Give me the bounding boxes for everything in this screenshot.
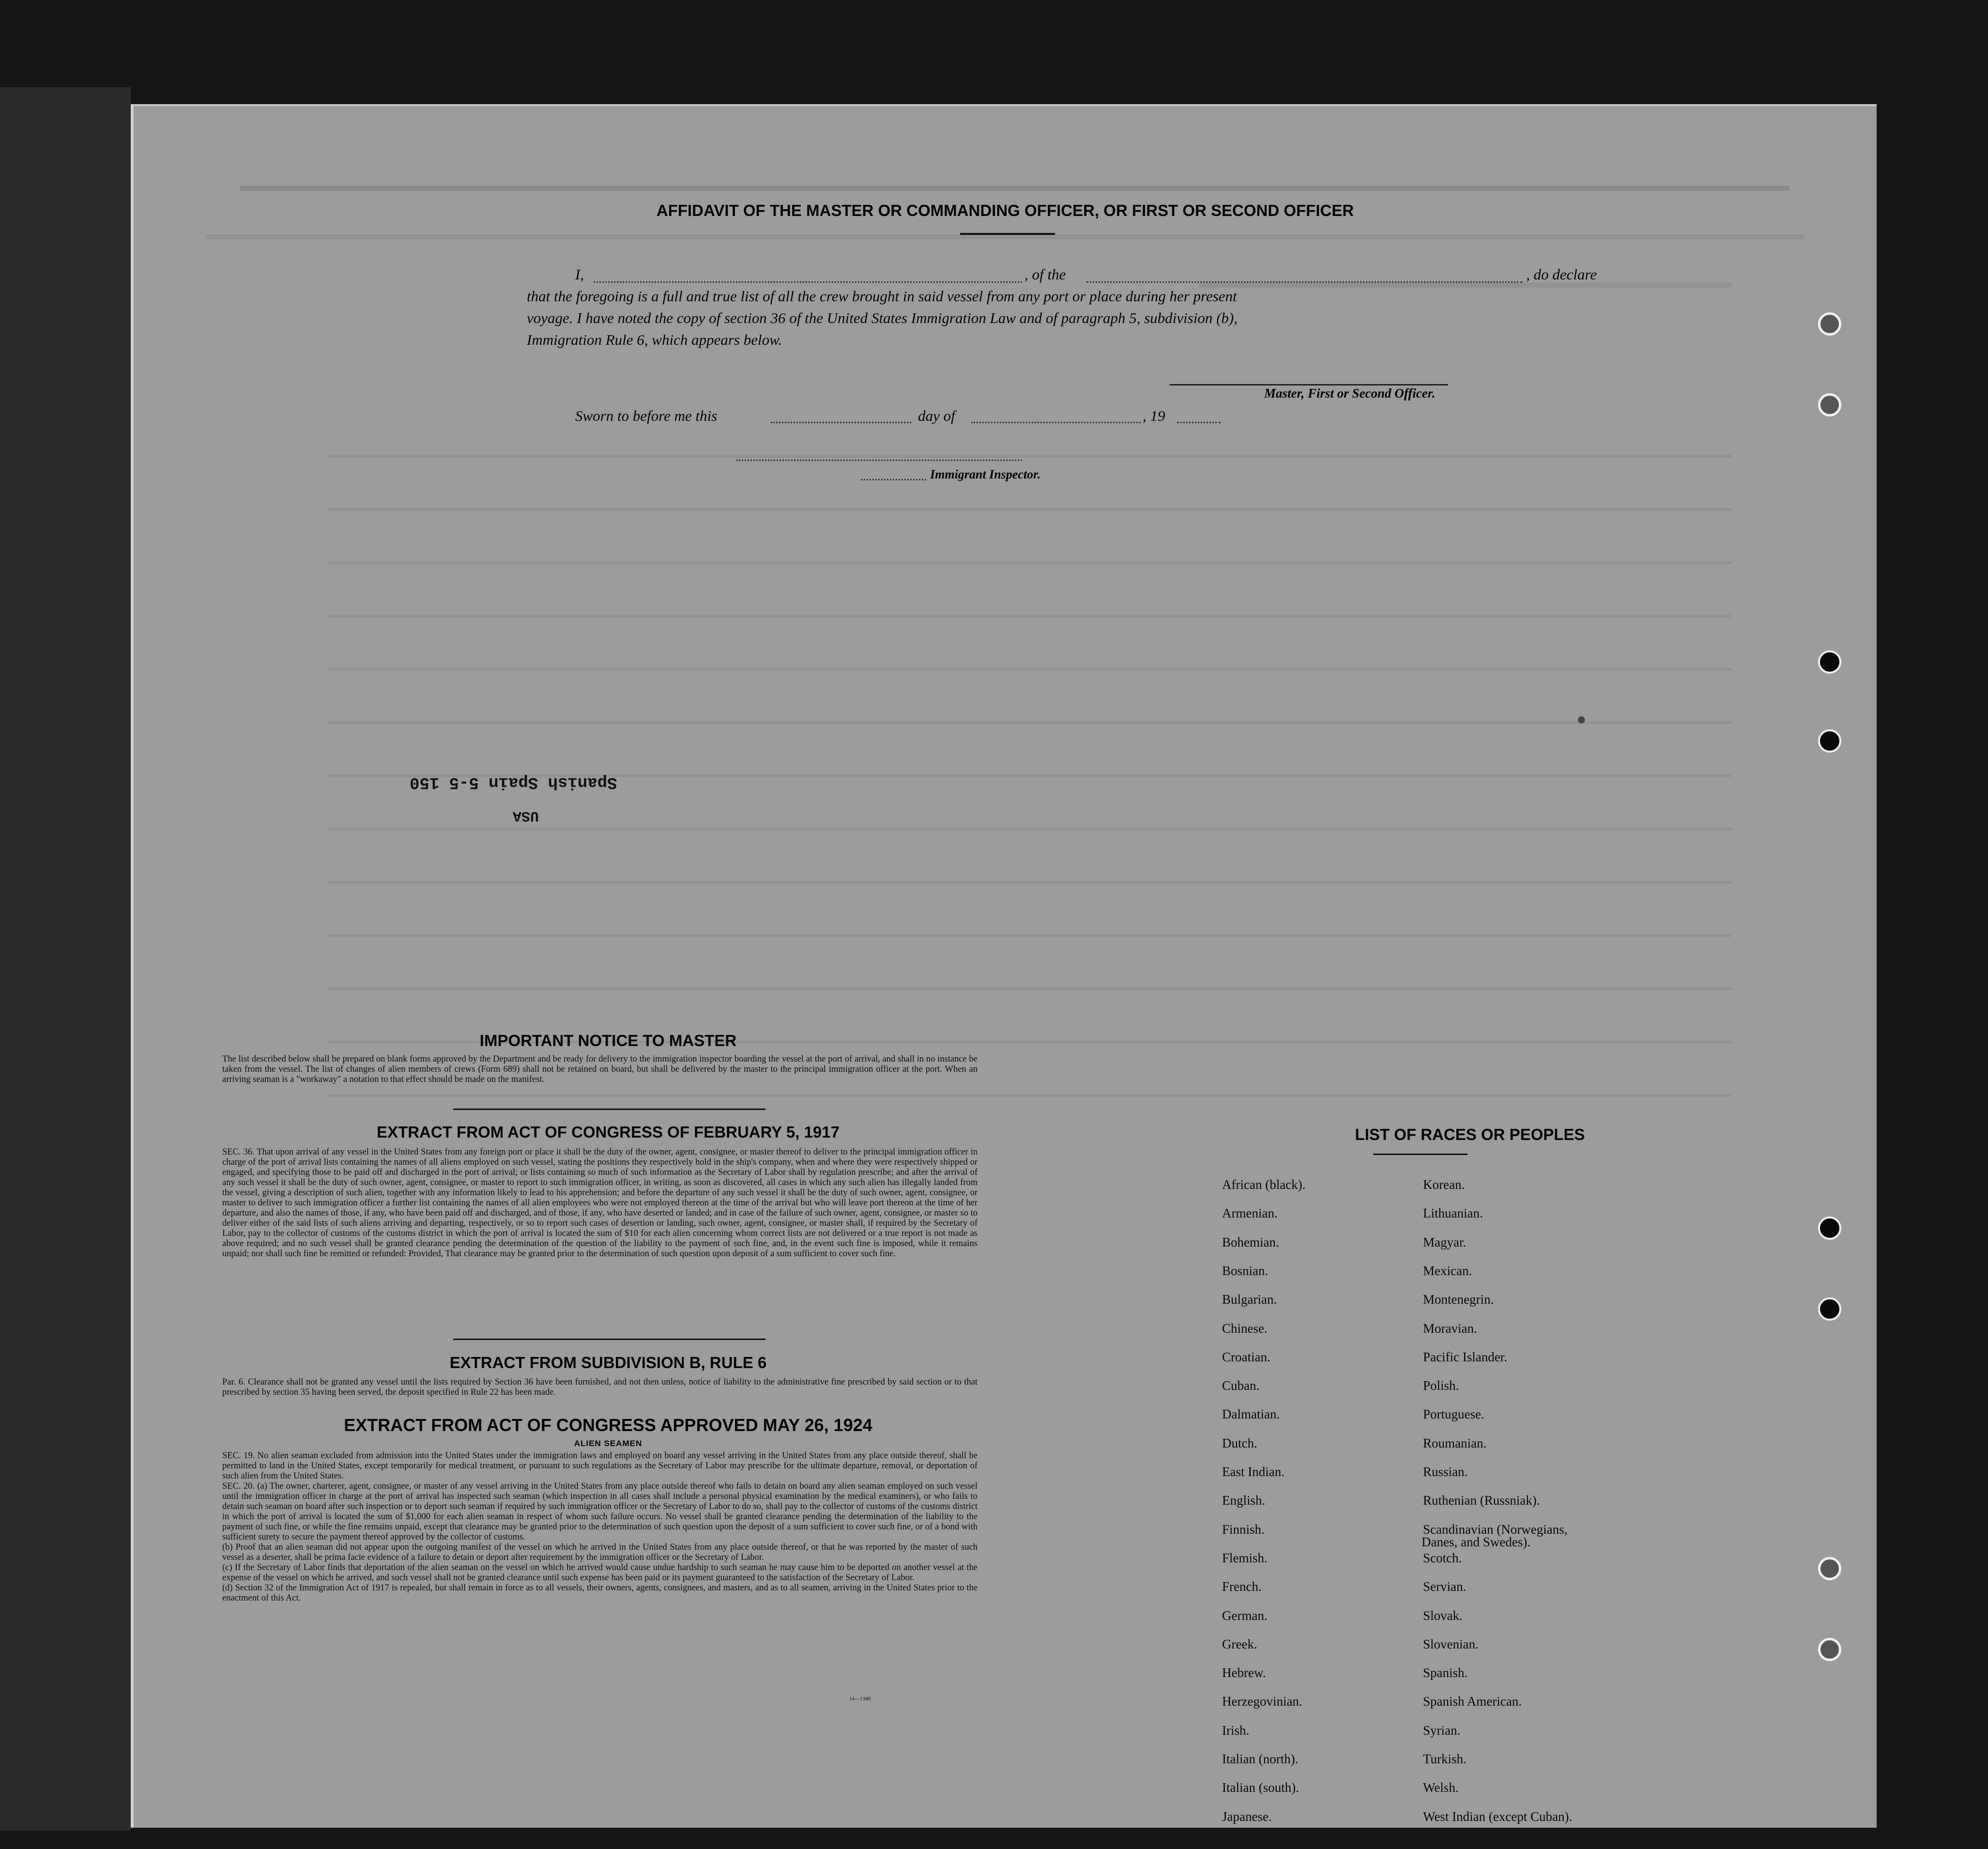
binder-hole [1818, 1297, 1841, 1321]
race-item: Montenegrin. [1423, 1292, 1494, 1307]
race-item: Roumanian. [1423, 1435, 1487, 1450]
upside-down-stamp-line-2: USA [513, 807, 539, 824]
affidavit-line-1: that the foregoing is a full and true list of all the crew brought in said vessel from any port or place during her present [527, 288, 1237, 305]
races-title: LIST OF RACES OR PEOPLES [1355, 1125, 1585, 1143]
race-item: Chinese. [1222, 1321, 1268, 1336]
affidavit-title: AFFIDAVIT OF THE MASTER OR COMMANDING OFFICER, OR FIRST OR SECOND OFFICER [656, 201, 1354, 219]
race-item: Bosnian. [1222, 1263, 1269, 1278]
race-item: German. [1222, 1608, 1268, 1623]
affidavit-i: I, [575, 266, 584, 283]
extract-rule6-body: Par. 6. Clearance shall not be granted any vessel until the lists required by Section 36 have been furnished, and not then unless, notice of liability to the administrative fine prescribed by said section or to that prescribed by section 35 having been served, the deposit specified in Rule 22 has been made. [222, 1377, 978, 1397]
race-item: Danes, and Swedes). [1422, 1535, 1530, 1550]
affidavit-line-2: voyage. I have noted the copy of section 36 of the United States Immigration Law and of paragraph 5, subdivision (b), [527, 309, 1238, 326]
affidavit-of-the: , of the [1025, 266, 1066, 283]
sworn-month-blank [971, 422, 1141, 423]
extract-1924-sec20b: (b) Proof that an alien seaman did not appear upon the outgoing manifest of the vessel on which he arrived in the United States from any place outside thereof, or that he was reported by the master of such vessel as a deserter, shall be prima facie evidence of a failure to detain or deport after requirement by the immigration officer or the Secretary of Labor. [222, 1542, 978, 1562]
race-item: Korean. [1423, 1177, 1465, 1192]
race-item: Flemish. [1222, 1550, 1268, 1565]
binder-hole [1818, 312, 1841, 336]
race-item: English. [1222, 1493, 1266, 1508]
year-label: , 19 [1143, 407, 1165, 424]
master-signature-label: Master, First or Second Officer. [1264, 386, 1436, 401]
race-item: Greek. [1222, 1636, 1257, 1651]
sworn-day-blank [771, 422, 911, 423]
race-item: Dalmatian. [1222, 1407, 1280, 1422]
extract-rule6-title: EXTRACT FROM SUBDIVISION B, RULE 6 [449, 1354, 767, 1371]
race-item: Japanese. [1222, 1809, 1272, 1824]
bleed-through-line [327, 668, 1731, 671]
race-item: Servian. [1423, 1579, 1467, 1594]
notice-title: IMPORTANT NOTICE TO MASTER [479, 1032, 737, 1049]
sworn-year-blank [1177, 422, 1221, 423]
bleed-through-line [327, 881, 1731, 884]
bleed-through-line [327, 561, 1731, 564]
affidavit-do-declare: , do declare [1526, 266, 1597, 283]
extract-1924-sec19: SEC. 19. No alien seaman excluded from admission into the United States under the immigration laws and employed on board any vessel arriving in the United States from any place outside thereof, shall be permitted to land in the United States, except temporarily for medical treatment, or pursuant to such regulations as the Secretary of Labor may prescribe for the ultimate departure, removal, or deportation of such alien from the United States. [222, 1451, 978, 1481]
extract-1924-title: EXTRACT FROM ACT OF CONGRESS APPROVED MAY 26, 1924 [344, 1415, 872, 1435]
race-item: Slovak. [1423, 1608, 1463, 1623]
race-item: Mexican. [1423, 1263, 1472, 1278]
race-item: Polish. [1423, 1378, 1459, 1393]
race-item: Spanish. [1423, 1665, 1468, 1680]
race-item: Irish. [1222, 1723, 1250, 1738]
race-item: Cuban. [1222, 1378, 1260, 1393]
day-of-label: day of [918, 407, 955, 424]
binder-hole [1818, 1638, 1841, 1661]
title-rule [960, 233, 1055, 235]
extract-1924-sec20a: SEC. 20. (a) The owner, charterer, agent, consignee, or master of any vessel arriving in the United States from any place outside thereof who fails to detain on board any alien seaman employed on such vessel until the immigration officer in charge at the port of arrival has inspected such seaman (which inspection in all cases shall include a personal physical examination by the medical examiners), or who fails to detain such seaman on board after such inspection or to deport such seaman if required by such immigration officer or the Secretary of Labor to do so, shall pay to the collector of customs of the customs district in which the port of arrival is located the sum of $1,000 for each alien seaman in respect of whom such failure occurs. No vessel shall be granted clearance pending the determination of the liability to the payment of such fine, or while the fine remains unpaid, except that clearance may be granted prior to the determination of such question upon the deposit of a sum sufficient to cover such fine, or of a bond with sufficient surety to secure the payment thereof approved by the collector of customs. [222, 1481, 978, 1542]
binder-hole [1818, 393, 1841, 416]
race-item: Croatian. [1222, 1349, 1270, 1364]
bleed-through-line [327, 455, 1731, 458]
race-item: Lithuanian. [1423, 1206, 1483, 1221]
binder-hole [1818, 650, 1841, 674]
races-title-rule [1373, 1154, 1468, 1155]
race-item: Syrian. [1423, 1723, 1461, 1738]
race-item: Bulgarian. [1222, 1292, 1277, 1307]
race-item: Pacific Islander. [1423, 1349, 1507, 1364]
race-item: Turkish. [1423, 1752, 1467, 1766]
bleed-through-line [240, 186, 1789, 191]
race-item: Scandinavian (Norwegians, [1423, 1522, 1568, 1537]
upside-down-stamp-line-1: Spanish Spain 5-5 150 [410, 773, 617, 791]
race-item: African (black). [1222, 1177, 1306, 1192]
race-item: Dutch. [1222, 1435, 1257, 1450]
affidavit-line-3: Immigration Rule 6, which appears below. [527, 331, 782, 348]
section-rule [453, 1109, 765, 1110]
race-item: Magyar. [1423, 1234, 1467, 1249]
race-item: Welsh. [1423, 1780, 1459, 1795]
form-number: 14—1340 [849, 1696, 871, 1702]
bleed-through-line [1199, 283, 1731, 288]
race-item: Finnish. [1222, 1522, 1265, 1537]
race-item: Italian (south). [1222, 1780, 1299, 1795]
race-item: Russian. [1423, 1464, 1468, 1479]
inspector-label: Immigrant Inspector. [930, 467, 1041, 481]
vessel-blank-line [1086, 281, 1522, 283]
notice-body: The list described below shall be prepared on blank forms approved by the Department and be ready for delivery to the immigration inspector boarding the vessel at the port of arrival, and shall in no instance be taken from the vessel. The list of changes of alien members of crews (Form 689) shall not be retained on board, but shall be delivered by the master to the principal immigration officer at the port. When an arriving seaman is a "workaway" a notation to that effect should be made on the manifest. [222, 1054, 978, 1084]
master-signature-line [1170, 384, 1448, 385]
bleed-through-mark: ● [1576, 711, 1587, 730]
extract-1924-body [222, 1451, 978, 1603]
document-page [131, 104, 1877, 1828]
race-item: East Indian. [1222, 1464, 1285, 1479]
race-item: French. [1222, 1579, 1262, 1594]
sworn-label: Sworn to before me this [575, 407, 718, 424]
race-item: Spanish American. [1423, 1694, 1522, 1709]
bleed-through-line [327, 1094, 1731, 1097]
bleed-through-line [327, 987, 1731, 990]
inspector-signature-line [736, 460, 1022, 461]
inspector-line-lead [861, 479, 926, 480]
extract-1924-sec20c: (c) If the Secretary of Labor finds that deportation of the alien seaman on the vessel on which he arrived would cause undue hardship to such seaman he may cause him to be deported on another vessel at the expense of the vessel on which he arrived, and such vessel shall not be granted clearance until such expense has been paid or its payment guaranteed to the satisfaction of the Secretary of Labor. [222, 1563, 978, 1583]
extract-1917-title: EXTRACT FROM ACT OF CONGRESS OF FEBRUARY 5, 1917 [377, 1123, 840, 1141]
race-item: Bohemian. [1222, 1234, 1279, 1249]
race-item: Armenian. [1222, 1206, 1278, 1221]
bleed-through-line [206, 234, 1804, 239]
race-item: Ruthenian (Russniak). [1423, 1493, 1540, 1508]
bleed-through-line [327, 508, 1731, 511]
name-blank-line [594, 281, 1022, 283]
scan-left-edge [0, 87, 131, 1831]
race-item: Herzegovinian. [1222, 1694, 1302, 1709]
section-rule [453, 1339, 765, 1340]
binder-hole [1818, 1217, 1841, 1240]
binder-hole [1818, 1557, 1841, 1580]
race-item: Moravian. [1423, 1321, 1477, 1336]
race-item: Scotch. [1423, 1550, 1462, 1565]
binder-hole [1818, 729, 1841, 753]
bleed-through-line [327, 828, 1731, 831]
race-item: Hebrew. [1222, 1665, 1266, 1680]
extract-1924-subtitle: ALIEN SEAMEN [574, 1439, 642, 1448]
race-item: Italian (north). [1222, 1752, 1299, 1766]
race-item: Slovenian. [1423, 1636, 1479, 1651]
race-item: Portuguese. [1423, 1407, 1484, 1422]
bleed-through-line [327, 615, 1731, 617]
extract-1924-sec20d: (d) Section 32 of the Immigration Act of 1917 is repealed, but shall remain in force as to all vessels, their owners, agents, consignees, and masters, and as to all seamen, arriving in the United States prior to the enactment of this Act. [222, 1583, 978, 1603]
extract-1917-body: SEC. 36. That upon arrival of any vessel in the United States from any foreign port or place it shall be the duty of the owner, agent, consignee, or master thereof to deliver to the principal immigration officer in charge of the port of arrival lists containing the names of all aliens employed on such vessel, stating the positions they respectively hold in the ship's company, when and where they were respectively shipped or engaged, and specifying those to be paid off and discharged in the port of arrival; or lists containing so much of such information as the Secretary of Labor shall by regulation prescribe; and after the arrival of any such vessel it shall be the duty of such owner, agent, consignee, or master to report to such immigration officer, in writing, as soon as discovered, all cases in which any such alien has illegally landed from the vessel, giving a description of such alien, together with any information likely to lead to his apprehension; and before the departure of any such vessel it shall be the duty of such owner, agent, consignee, or master to deliver to such immigration officer a further list containing the names of all alien employees who were not employed thereon at the time of the arrival but who will leave port thereon at the time of her departure, and also the names of those, if any, who have been paid off and discharged, and of those, if any, who have deserted or landed; and in case of the failure of such owner, agent, consignee, or master so to deliver either of the said lists of such aliens arriving and departing, respectively, or so to report such cases of desertion or landing, such owner, agent, consignee, or master shall, if required by the Secretary of Labor, pay to the collector of customs of the customs district in which the port of arrival is located the sum of $10 for each alien concerning whom correct lists are not delivered or a true report is not made as above required; and no such vessel shall be granted clearance pending the determination of the question of the liability to the payment of such fine, and, in the event such fine is imposed, while it remains unpaid; nor shall such fine be remitted or refunded: Provided, That clearance may be granted prior to the determination of such question upon deposit of a sum sufficient to cover such fine. [222, 1147, 978, 1259]
bleed-through-line [327, 721, 1731, 724]
race-item: West Indian (except Cuban). [1423, 1809, 1573, 1824]
bleed-through-line [327, 934, 1731, 937]
